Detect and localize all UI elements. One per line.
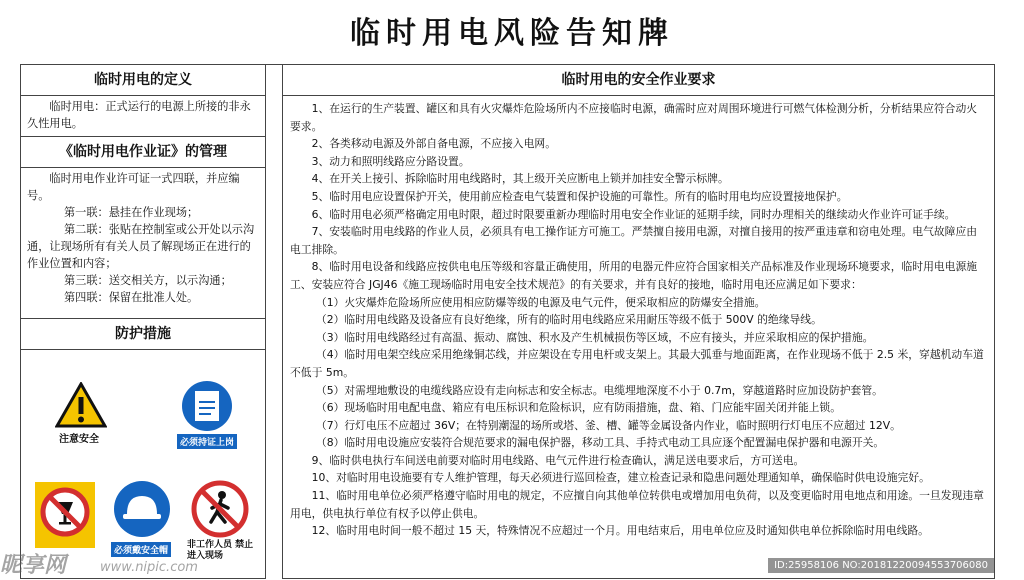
requirement-item: 12、临时用电时间一般不超过 15 天，特殊情况不应超过一个月。用电结束后，用电单位应及时通知供电单位拆除临时用电线路。 [311, 524, 929, 538]
requirement-subitem: （2）临时用电线路及设备应有良好绝缘，所有的临时用电线路应采用耐压等级不低于 500V 的绝缘导线。 [315, 313, 822, 327]
left-panel [20, 64, 266, 579]
requirement-item: 2、各类移动电源及外部自备电源，不应接入电网。 [311, 137, 556, 151]
requirement-item: 9、临时供电执行车间送电前要对临时用电线路、电气元件进行检查确认，满足送电要求后，方可送电。 [311, 453, 805, 467]
sign-caption-helmet: 必须戴安全帽 [111, 542, 171, 557]
requirement-item: 11、临时用电单位必须严格遵守临时用电的规定，不应擅自向其他单位转供电或增加用电负荷，以及变更临时用电地点和用途。一旦发现违章用电，供电执行单位有权予以停止供电。 [290, 489, 984, 520]
requirement-item: 10、对临时用电设施要有专人维护管理，每天必须进行巡回检查，建立检查记录和隐患问题处理通知单，确保临时供电设施完好。 [311, 471, 930, 485]
permit-intro: 临时用电作业许可证一式四联，并应编号。 [27, 172, 240, 202]
requirement-item: 5、临时用电应设置保护开关，使用前应检查电气装置和保护设施的可靠性。所有的临时用电均应设置接地保护。 [311, 189, 848, 203]
permit-copy-3: 第三联：送交相关方，以示沟通； [63, 274, 232, 287]
definition-heading: 临时用电的定义 [21, 65, 265, 96]
sign-caption-no-entry: 非工作人员 禁止进入现场 [187, 540, 254, 561]
sign-caption-caution: 注意安全 [59, 434, 99, 445]
certificate-required-icon [181, 380, 233, 432]
safety-helmet-icon [113, 480, 171, 538]
watermark-stamp: ID:25958106 NO:20181220094553706080 [768, 558, 994, 573]
panel-gutter [266, 64, 282, 579]
permit-heading: 《临时用电作业证》的管理 [21, 137, 265, 168]
protection-section [21, 319, 265, 580]
definition-section [21, 65, 265, 137]
permit-copy-2: 第二联：张贴在控制室或公开处以示沟通，让现场所有有关人员了解现场正在进行的作业位置和内容； [27, 223, 255, 270]
requirement-subitem: （8）临时用电设施应安装符合规范要求的漏电保护器，移动工具、手持式电动工具应逐个配置漏电保护器和电源开关。 [315, 436, 885, 450]
right-panel [282, 64, 995, 579]
no-drinking-sign [35, 482, 95, 548]
watermark-url: www.nipic.com [100, 560, 198, 575]
permit-copy-1: 第一联：悬挂在作业现场； [63, 206, 199, 219]
requirement-item: 7、安装临时用电线路的作业人员，必须具有电工操作证方可施工。严禁擅自接用电源，对擅自接用的按严重违章和窃电处理。电气故障应由电工排除。 [290, 225, 978, 256]
requirement-subitem: （4）临时用电架空线应采用绝缘铜芯线，并应架设在专用电杆或支架上。其最大弧垂与地面距离，在作业现场不低于 2.5 米，穿越机动车道不低于 5m。 [290, 348, 984, 379]
no-entry-person-icon [191, 480, 249, 538]
sign-grid [21, 350, 265, 580]
requirement-subitem: （7）行灯电压不应超过 36V；在特别潮湿的场所或塔、釜、槽、罐等金属设备内作业，临时照明行灯电压不应超过 12V。 [315, 418, 901, 432]
no-drinking-icon [35, 482, 95, 548]
page-title: 临时用电风险告知牌 [350, 16, 674, 51]
requirements-body [283, 96, 994, 540]
requirement-subitem: （1）火灾爆炸危险场所应使用相应防爆等级的电源及电气元件，便采取相应的防爆安全措施。 [315, 295, 766, 309]
permit-copy-4: 第四联：保留在批准人处。 [63, 291, 199, 304]
requirement-subitem: （3）临时用电线路经过有高温、振动、腐蚀、积水及产生机械损伤等区域，不应有接头，并应采取相应的保护措施。 [315, 330, 874, 344]
definition-text: 临时用电：正式运行的电源上所接的非永久性用电。 [27, 100, 251, 130]
protection-heading: 防护措施 [21, 319, 265, 350]
permit-section [21, 137, 265, 319]
requirement-item: 4、在开关上接引、拆除临时用电线路时，其上级开关应断电上锁并加挂安全警示标牌。 [311, 172, 729, 186]
requirements-heading: 临时用电的安全作业要求 [283, 65, 994, 96]
requirement-subitem: （6）现场临时用电配电盘、箱应有电压标识和危险标识，应有防雨措施，盘、箱、门应能牢固关闭并能上锁。 [315, 401, 842, 415]
permit-body [21, 168, 265, 318]
requirement-item: 1、在运行的生产装置、罐区和具有火灾爆炸危险场所内不应接临时电源，确需时应对周围环境进行可燃气体检测分析，分析结果应符合动火要求。 [290, 102, 978, 133]
watermark-brand: 昵享网 [0, 553, 67, 578]
requirement-item: 8、临时用电设备和线路应按供电电压等级和容量正确使用，所用的电器元件应符合国家相关产品标准及作业现场环境要求，临时用电电源施工、安装应符合 JGJ46《施工现场临时用电安全技术规范》的有关要求，并有良好的接地，临时用电还应满足如下要求： [290, 260, 978, 291]
requirement-item: 3、动力和照明线路应分路设置。 [311, 154, 470, 168]
requirement-item: 6、临时用电必须严格确定用电时限，超过时限要重新办理临时用电安全作业证的延期手续，同时办理相关的继续动火作业许可证手续。 [311, 207, 956, 221]
requirement-subitem: （5）对需埋地敷设的电缆线路应设有走向标志和安全标志。电缆埋地深度不小于 0.7m，穿越道路时应加设防护套管。 [315, 383, 883, 397]
cert-badge-text: 操作证书 [186, 365, 214, 373]
warning-triangle-icon [55, 382, 107, 428]
sign-caption-certificate: 必须持证上岗 [177, 434, 237, 449]
